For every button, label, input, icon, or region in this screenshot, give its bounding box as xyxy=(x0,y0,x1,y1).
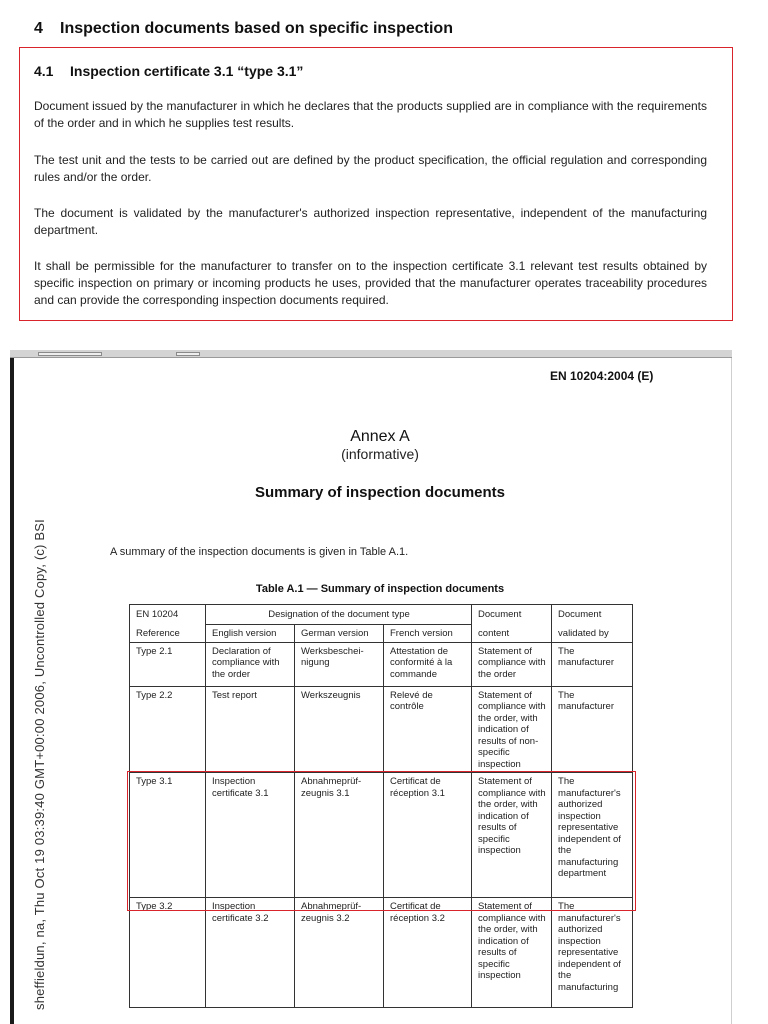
table-row xyxy=(130,898,633,1008)
header-reference: Reference xyxy=(130,625,206,643)
section-title: Inspection documents based on specific inspection xyxy=(60,20,453,37)
header-designation: Designation of the document type xyxy=(206,605,472,625)
cell-german: Abnahmeprüf-zeugnis 3.2 xyxy=(295,898,384,1008)
paragraph-3: The document is validated by the manufacturer's authorized inspection representative, independent of the manufacturing department. xyxy=(34,206,707,237)
cell-validated: The manufacturer's authorized inspection representative independent of the manufacturing department xyxy=(552,773,633,898)
subsection-number: 4.1 xyxy=(34,63,54,79)
cell-validated: The manufacturer's authorized inspection representative independent of the manufacturing xyxy=(552,898,633,1008)
summary-text: A summary of the inspection documents is given in Table A.1. xyxy=(110,546,409,558)
cell-french: Attestation de conformité à la commande xyxy=(384,642,472,686)
header-german: German version xyxy=(295,625,384,643)
standard-reference: EN 10204:2004 (E) xyxy=(550,369,654,383)
table-header-row xyxy=(130,605,633,625)
cell-content: Statement of compliance with the order, with indication of results of non-specific inspection xyxy=(472,686,552,773)
cell-content: Statement of compliance with the order xyxy=(472,642,552,686)
cell-german: Werksbeschei-nigung xyxy=(295,642,384,686)
scan-viewer-toolbar xyxy=(10,350,732,358)
section-number: 4 xyxy=(34,20,43,37)
header-content-2: content xyxy=(472,625,552,643)
viewer-tab[interactable] xyxy=(38,352,102,356)
cell-ref: Type 3.1 xyxy=(130,773,206,898)
cell-english: Test report xyxy=(206,686,295,773)
cell-ref: Type 2.1 xyxy=(130,642,206,686)
section-heading xyxy=(34,20,453,38)
cell-french: Certificat de réception 3.1 xyxy=(384,773,472,898)
annex-subtitle: (informative) xyxy=(341,446,419,462)
viewer-tab[interactable] xyxy=(176,352,200,356)
summary-heading: Summary of inspection documents xyxy=(254,484,506,501)
cell-german: Abnahmeprüf-zeugnis 3.1 xyxy=(295,773,384,898)
cell-english: Inspection certificate 3.2 xyxy=(206,898,295,1008)
cell-content: Statement of compliance with the order, with indication of results of specific inspection xyxy=(472,898,552,1008)
subsection-heading xyxy=(34,63,303,79)
cell-content: Statement of compliance with the order, with indication of results of specific inspection xyxy=(472,773,552,898)
cell-english: Inspection certificate 3.1 xyxy=(206,773,295,898)
table-header-row xyxy=(130,625,633,643)
cell-french: Relevé de contrôle xyxy=(384,686,472,773)
paragraph-4: It shall be permissible for the manufacturer to transfer on to the inspection certificate 3.1 relevant test results obtained by specific inspection on primary or incoming products he uses, provided that the manufacturer operates traceability procedures and can provide the corresponding inspection documents required. xyxy=(34,259,707,307)
cell-validated: The manufacturer xyxy=(552,642,633,686)
annex-title: Annex A xyxy=(350,428,410,445)
cell-ref: Type 2.2 xyxy=(130,686,206,773)
header-content: Document xyxy=(472,605,552,625)
cell-ref: Type 3.2 xyxy=(130,898,206,1008)
cell-english: Declaration of compliance with the order xyxy=(206,642,295,686)
table-row xyxy=(130,642,633,686)
header-validated: Document xyxy=(552,605,633,625)
cell-validated: The manufacturer xyxy=(552,686,633,773)
subsection-title: Inspection certificate 3.1 “type 3.1” xyxy=(70,63,304,79)
cell-german: Werkszeugnis xyxy=(295,686,384,773)
paragraph-1: Document issued by the manufacturer in which he declares that the products supplied are in compliance with the requirements of the order and in which he supplies test results. xyxy=(34,99,707,130)
header-french: French version xyxy=(384,625,472,643)
side-watermark: sheffieldun, na, Thu Oct 19 03:39:40 GMT+00:00 2006, Uncontrolled Copy, (c) BSI xyxy=(32,519,47,1010)
cell-french: Certificat de réception 3.2 xyxy=(384,898,472,1008)
table-row xyxy=(130,686,633,773)
header-ref: EN 10204 xyxy=(130,605,206,625)
header-english: English version xyxy=(206,625,295,643)
highlight-frame-type-3-1 xyxy=(127,771,636,911)
table-caption: Table A.1 — Summary of inspection documents xyxy=(255,583,505,595)
paragraph-2: The test unit and the tests to be carried out are defined by the product specification, the official regulation and corresponding rules and/or the order. xyxy=(34,153,707,184)
scan-left-border xyxy=(10,358,14,1024)
scan-right-edge xyxy=(731,358,732,1024)
header-validated-2: validated by xyxy=(552,625,633,643)
